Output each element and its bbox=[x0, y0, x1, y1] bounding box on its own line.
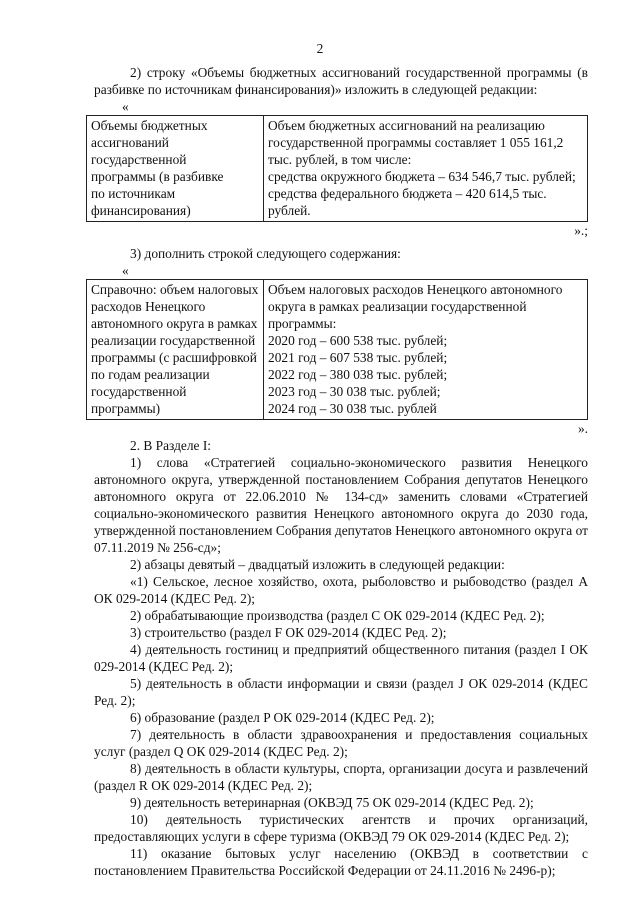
item2-intro: 2) строку «Объемы бюджетных ассигнований государственной программы (в разбивке по источникам финансирования)» изложить в следующей редакции: bbox=[94, 65, 588, 97]
list-item: «1) Сельское, лесное хозяйство, охота, рыболовство и рыбоводство (раздел A ОК 029-2014 (КДЕС Ред. 2); bbox=[94, 574, 588, 606]
table1-left-cell bbox=[87, 116, 264, 222]
cell-line: тыс. рублей, в том числе: bbox=[268, 152, 412, 167]
s2-item1: 1) слова «Стратегией социально-экономического развития Ненецкого автономного округа, утвержденной постановлением Собрания депутатов Ненецкого автономного округа от 22.06.2010 № 134-сд» заменить словами «Стратегией социально-экономического развития Ненецкого автономного округа до 2030 года, утвержденной постановлением Собрания депутатов Ненецкого автономного округа от 07.11.2019 № 256-сд»; bbox=[94, 455, 588, 555]
list-item: 7) деятельность в области здравоохранения и предоставления социальных услуг (раздел Q ОК 029-2014 (КДЕС Ред. 2); bbox=[94, 727, 588, 759]
cell-line: реализации государственной bbox=[91, 333, 256, 348]
item3-intro: 3) дополнить строкой следующего содержания: bbox=[130, 246, 401, 261]
quote-close-1-mark: ». bbox=[574, 223, 585, 238]
cell-line: государственной программы составляет 1 055 161,2 bbox=[268, 135, 564, 150]
cell-line: финансирования) bbox=[91, 203, 191, 218]
cell-line: 2021 год – 607 538 тыс. рублей; bbox=[268, 350, 448, 365]
cell-line: по источникам bbox=[91, 186, 176, 201]
list-item: 6) образование (раздел P ОК 029-2014 (КДЕС Ред. 2); bbox=[130, 710, 435, 725]
table2-left-cell bbox=[87, 280, 264, 420]
quote-open-1: « bbox=[122, 99, 129, 114]
list-item: 8) деятельность в области культуры, спорта, организации досуга и развлечений (раздел R ОК 029-2014 (КДЕС Ред. 2); bbox=[94, 761, 588, 793]
cell-line: Объемы бюджетных bbox=[91, 118, 208, 133]
cell-line: государственной bbox=[91, 384, 187, 399]
list-item: 2) обрабатывающие производства (раздел C ОК 029-2014 (КДЕС Ред. 2); bbox=[130, 608, 545, 623]
cell-line: 2020 год – 600 538 тыс. рублей; bbox=[268, 333, 448, 348]
section2-heading: 2. В Разделе I: bbox=[130, 438, 212, 453]
cell-line: программы (в разбивке bbox=[91, 169, 224, 184]
table1-right-cell bbox=[264, 116, 588, 222]
cell-line: округа в рамках реализации государственной bbox=[268, 299, 527, 314]
cell-line: по годам реализации bbox=[91, 367, 210, 382]
cell-line: государственной bbox=[91, 152, 187, 167]
activity-list bbox=[94, 573, 588, 879]
s2-item2: 2) абзацы девятый – двадцатый изложить в следующей редакции: bbox=[130, 557, 505, 572]
list-item: 5) деятельность в области информации и связи (раздел J ОК 029-2014 (КДЕС Ред. 2); bbox=[94, 676, 588, 708]
cell-line: расходов Ненецкого bbox=[91, 299, 206, 314]
quote-close-2: ». bbox=[577, 421, 588, 436]
document-body bbox=[91, 64, 588, 879]
quote-close-1-suffix: ; bbox=[584, 223, 588, 238]
quote-open-2: « bbox=[122, 263, 129, 278]
list-item: 4) деятельность гостиниц и предприятий общественного питания (раздел I ОК 029-2014 (КДЕС Ред. 2); bbox=[94, 642, 588, 674]
cell-line: 2023 год – 30 038 тыс. рублей; bbox=[268, 384, 441, 399]
list-item: 9) деятельность ветеринарная (ОКВЭД 75 ОК 029-2014 (КДЕС Ред. 2); bbox=[130, 795, 534, 810]
quote-close-1 bbox=[94, 222, 588, 239]
cell-line: Объем налоговых расходов Ненецкого автономного bbox=[268, 282, 563, 297]
list-item: 10) деятельность туристических агентств и прочих организаций, предоставляющих услуги в сфере туризма (ОКВЭД 79 ОК 029-2014 (КДЕС Ред. 2); bbox=[94, 812, 588, 844]
table2-right-cell bbox=[264, 280, 588, 420]
page-number: 2 bbox=[316, 41, 324, 56]
cell-line: 2022 год – 380 038 тыс. рублей; bbox=[268, 367, 448, 382]
cell-line: программы (с расшифровкой bbox=[91, 350, 257, 365]
list-item: 3) строительство (раздел F ОК 029-2014 (КДЕС Ред. 2); bbox=[130, 625, 447, 640]
cell-line: средства федерального бюджета – 420 614,5 тыс. bbox=[268, 186, 547, 201]
cell-line: программы: bbox=[268, 316, 337, 331]
cell-line: 2024 год – 30 038 тыс. рублей bbox=[268, 401, 437, 416]
cell-line: автономного округа в рамках bbox=[91, 316, 258, 331]
cell-line: рублей. bbox=[268, 203, 311, 218]
cell-line: Справочно: объем налоговых bbox=[91, 282, 259, 297]
cell-line: программы) bbox=[91, 401, 161, 416]
cell-line: ассигнований bbox=[91, 135, 169, 150]
list-item: 11) оказание бытовых услуг населению (ОКВЭД в соответствии с постановлением Правительства Российской Федерации от 24.11.2016 № 2496-р); bbox=[94, 846, 588, 878]
cell-line: средства окружного бюджета – 634 546,7 тыс. рублей; bbox=[268, 169, 576, 184]
table-tax-expenditure bbox=[86, 279, 588, 420]
cell-line: Объем бюджетных ассигнований на реализацию bbox=[268, 118, 545, 133]
table-budget bbox=[86, 115, 588, 222]
